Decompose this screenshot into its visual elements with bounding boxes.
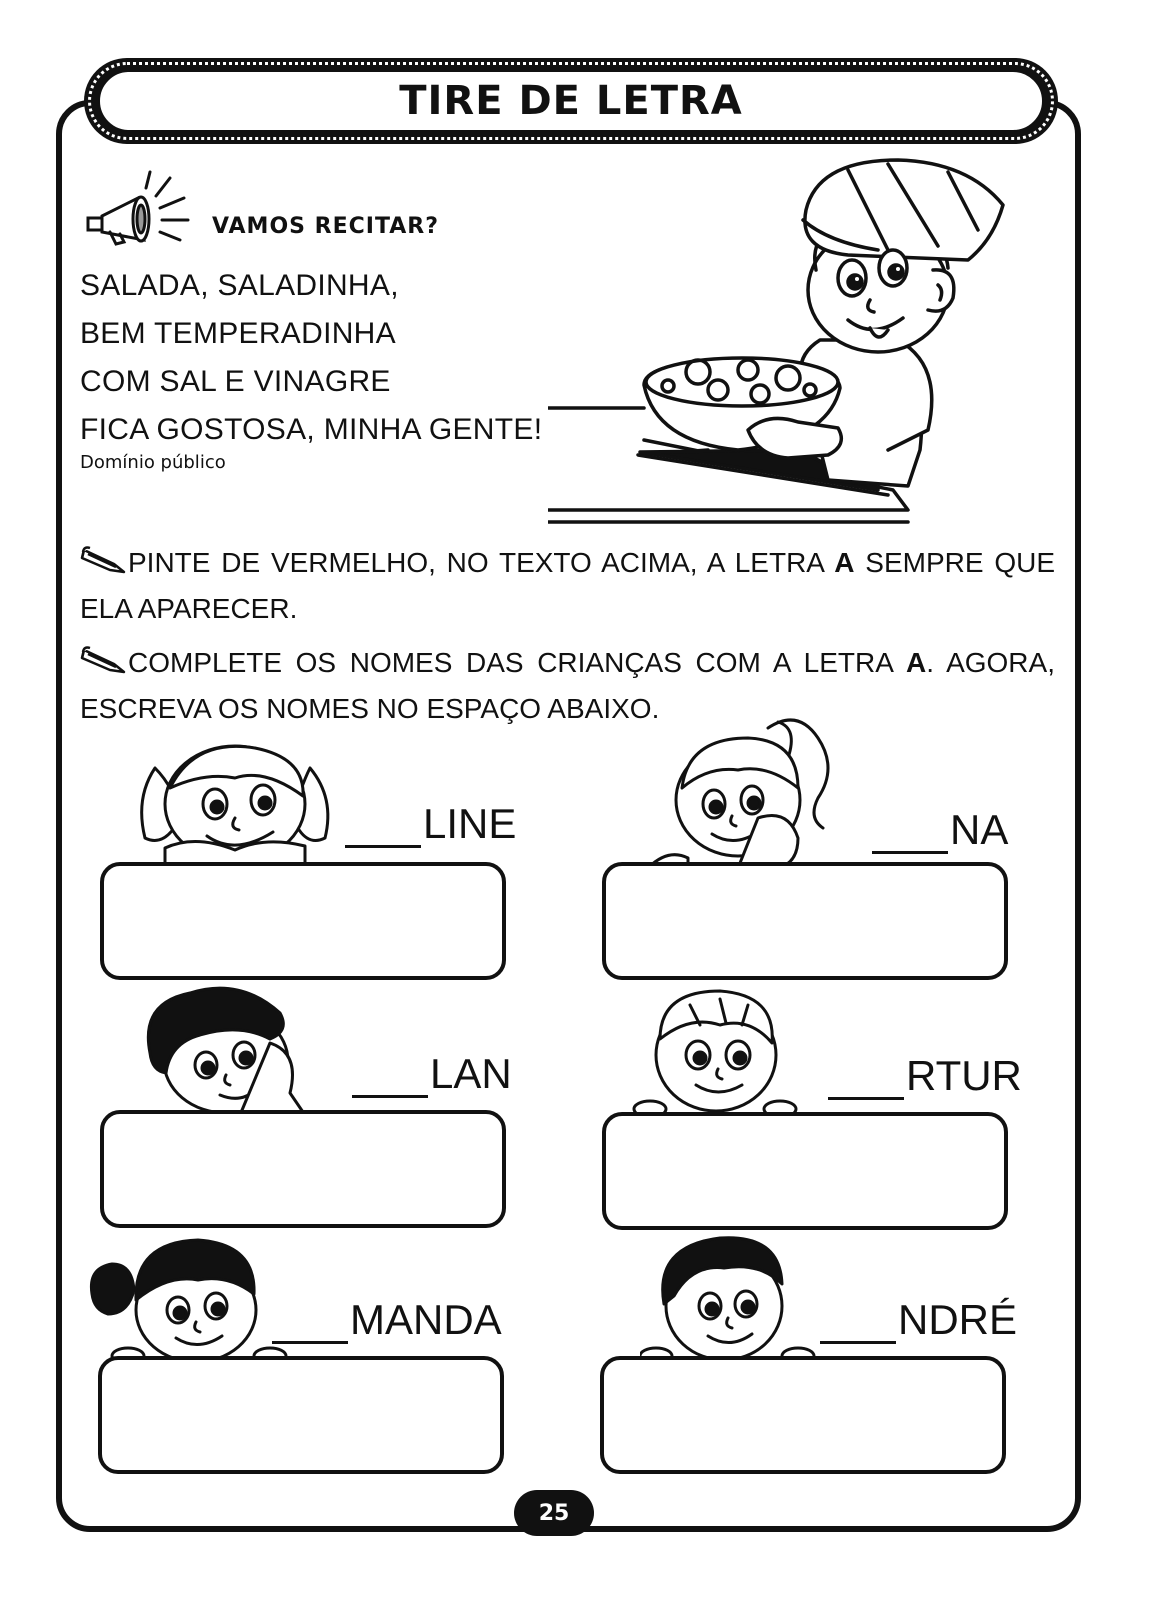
section-subtitle: VAMOS RECITAR? [212, 214, 439, 239]
title-banner [84, 58, 1058, 144]
answer-box[interactable] [602, 862, 1008, 980]
answer-box[interactable] [602, 1112, 1008, 1230]
page-number: 25 [538, 1500, 570, 1526]
answer-box[interactable] [100, 862, 506, 980]
missing-letter-blank [352, 1055, 428, 1098]
child-illustration [88, 1234, 288, 1364]
poem-line: FICA GOSTOSA, MINHA GENTE! [80, 413, 543, 446]
poem-line: COM SAL E VINAGRE [80, 365, 391, 398]
child-illustration [648, 708, 848, 868]
poem [80, 262, 542, 454]
pencil-icon [80, 644, 128, 674]
missing-letter-blank [820, 1301, 896, 1344]
name-blank-1: LINE [345, 800, 516, 848]
missing-letter-blank [872, 811, 948, 854]
child-illustration [640, 1234, 820, 1364]
child-illustration [630, 985, 800, 1117]
answer-box[interactable] [600, 1356, 1006, 1474]
name-blank-2: NA [872, 806, 1008, 854]
chef-boy-illustration [548, 150, 1018, 535]
answer-box[interactable] [100, 1110, 506, 1228]
answer-box[interactable] [98, 1356, 504, 1474]
name-blank-6: NDRÉ [820, 1296, 1017, 1344]
pencil-icon [80, 544, 128, 574]
name-blank-3: LAN [352, 1050, 512, 1098]
missing-letter-blank [345, 805, 421, 848]
missing-letter-blank [828, 1057, 904, 1100]
missing-letter-blank [272, 1301, 348, 1344]
page-number-badge [514, 1490, 594, 1536]
poem-line: SALADA, SALADINHA, [80, 269, 399, 302]
instruction-1: PINTE DE VERMELHO, NO TEXTO ACIMA, A LETRA A SEMPRE QUE ELA APARECER. [80, 540, 1055, 632]
instruction-2: COMPLETE OS NOMES DAS CRIANÇAS COM A LETRA A. AGORA, ESCREVA OS NOMES NO ESPAÇO ABAIXO. [80, 640, 1055, 732]
child-illustration [135, 738, 345, 868]
name-blank-4: RTUR [828, 1052, 1022, 1100]
poem-line: BEM TEMPERADINHA [80, 317, 396, 350]
poem-source: Domínio público [80, 452, 226, 473]
megaphone-icon [80, 168, 200, 248]
child-illustration [140, 983, 310, 1115]
name-blank-5: MANDA [272, 1296, 502, 1344]
page-title: TIRE DE LETRA [399, 78, 743, 124]
